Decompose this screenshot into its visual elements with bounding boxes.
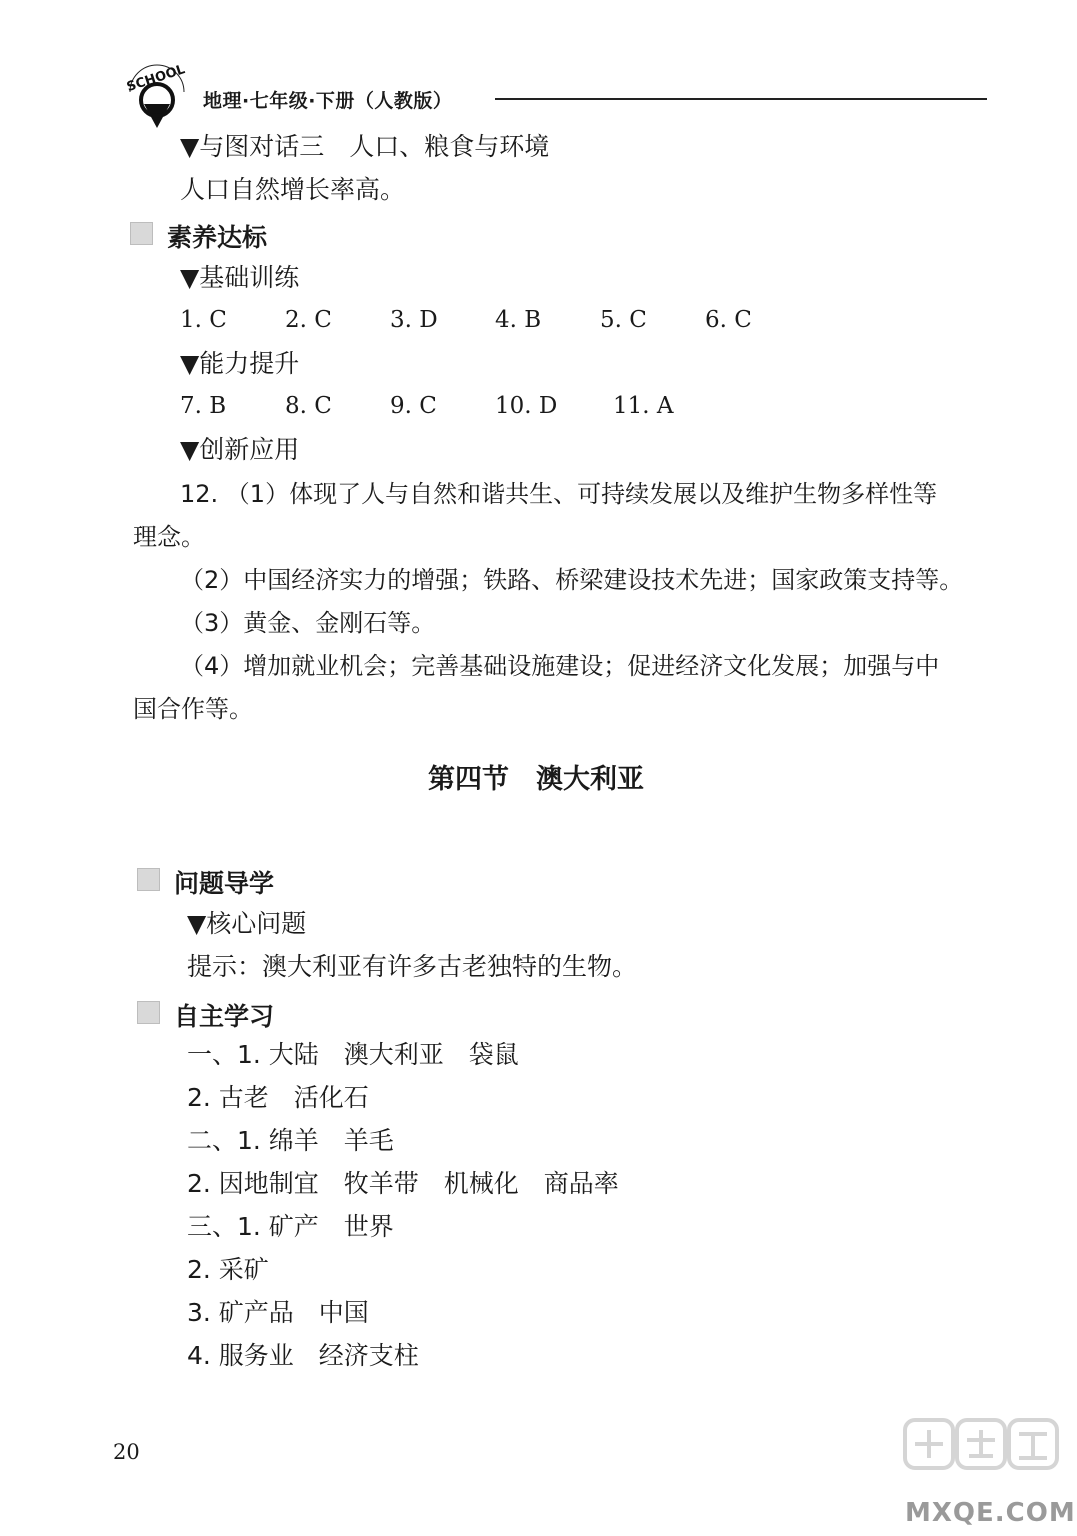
answer-item: 7. B <box>180 393 227 419</box>
core-question-label: ▼核心问题 <box>187 909 307 938</box>
ability-answers-row <box>0 391 1077 421</box>
svg-text:SCHOOL: SCHOOL <box>124 62 187 96</box>
answer-item: 1. C <box>180 307 227 333</box>
zizhu-line: 2. 采矿 <box>187 1255 269 1284</box>
zizhu-line: 2. 古老 活化石 <box>187 1083 369 1112</box>
core-question-hint: 提示：澳大利亚有许多古老独特的生物。 <box>187 952 638 981</box>
dialogue-answer: 人口自然增长率高。 <box>180 175 406 204</box>
answer-item: 6. C <box>705 307 752 333</box>
q12-part4-line1: （4）增加就业机会；完善基础设施建设；促进经济文化发展；加强与中 <box>180 652 940 680</box>
zizhu-line: 2. 因地制宜 牧羊带 机械化 商品率 <box>187 1169 619 1198</box>
ability-label: ▼能力提升 <box>180 349 300 378</box>
section-title-wenti: 问题导学 <box>174 869 275 898</box>
answer-item: 11. A <box>613 393 674 419</box>
answer-item: 9. C <box>390 393 437 419</box>
zizhu-line: 三、1. 矿产 世界 <box>187 1212 394 1241</box>
section-title-suyang: 素养达标 <box>167 223 268 252</box>
section-title-zizhu: 自主学习 <box>174 1002 275 1031</box>
section-marker-icon <box>137 1001 160 1024</box>
dialogue-heading: ▼与图对话三 人口、粮食与环境 <box>180 132 550 161</box>
zizhu-line: 一、1. 大陆 澳大利亚 袋鼠 <box>187 1040 519 1069</box>
q12-part2: （2）中国经济实力的增强；铁路、桥梁建设技术先进；国家政策支持等。 <box>180 566 964 594</box>
basic-training-label: ▼基础训练 <box>180 263 300 292</box>
header-title: 地理·七年级·下册（人教版） <box>203 90 453 112</box>
answer-item: 3. D <box>390 307 438 333</box>
zizhu-line: 3. 矿产品 中国 <box>187 1298 369 1327</box>
q12-line1: 12. （1）体现了人与自然和谐共生、可持续发展以及维护生物多样性等 <box>180 480 938 508</box>
school-logo-icon <box>122 62 192 132</box>
section-marker-icon <box>130 222 153 245</box>
innovate-label: ▼创新应用 <box>180 435 300 464</box>
zizhu-line: 二、1. 绵羊 羊毛 <box>187 1126 394 1155</box>
zizhu-line: 4. 服务业 经济支柱 <box>187 1341 419 1370</box>
answer-item: 2. C <box>285 307 332 333</box>
answer-item: 5. C <box>600 307 647 333</box>
section-marker-icon <box>137 868 160 891</box>
basic-answers-row <box>0 305 1077 335</box>
q12-part4-line2: 国合作等。 <box>133 695 253 723</box>
answer-item: 4. B <box>495 307 542 333</box>
answer-item: 8. C <box>285 393 332 419</box>
chapter-title: 第四节 澳大利亚 <box>428 764 644 795</box>
watermark-text: MXQE.COM <box>905 1498 1076 1528</box>
q12-line2: 理念。 <box>133 523 205 551</box>
page-number: 20 <box>113 1440 140 1464</box>
q12-part3: （3）黄金、金刚石等。 <box>180 609 436 637</box>
header-rule <box>495 98 987 100</box>
answer-item: 10. D <box>495 393 558 419</box>
